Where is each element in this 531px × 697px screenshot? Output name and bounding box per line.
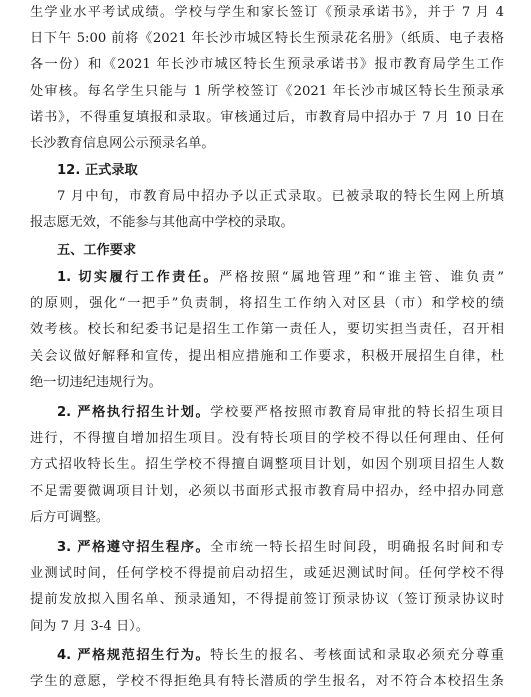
requirement-lead: 2. 严格执行招生计划。 bbox=[57, 405, 211, 420]
text-line bbox=[30, 400, 504, 426]
text-line: 绝一切违纪违规行为。 bbox=[30, 374, 162, 390]
section-heading: 12. 正式录取 bbox=[57, 163, 138, 178]
text-line: 学生的意愿，学校不得拒绝具有特长潜质的学生报名，对不符合本校招生条 bbox=[30, 674, 504, 690]
text-line: 处审核。每名学生只能与 1 所学校签订《2021 年长沙市城区特长生预录承 bbox=[30, 83, 504, 99]
text-line: 报志愿无效，不能参与其他高中学校的录取。 bbox=[30, 215, 294, 231]
requirement-text: 全市统一特长招生时间段，明确报名时间和专 bbox=[210, 540, 504, 555]
text-line: 进行，不得擅自增加招生项目。没有特长项目的学校不得以任何理由、任何 bbox=[30, 431, 504, 447]
text-line bbox=[30, 535, 504, 561]
text-line: 7 月中旬，市教育局中招办予以正式录取。已被录取的特长生网上所填 bbox=[57, 189, 504, 205]
text-line: 诺书》，不得重复填报和录取。审核通过后，市教育局中招办于 7 月 10 日在 bbox=[30, 109, 504, 125]
text-line: 生学业水平考试成绩。学校与学生和家长签订《预录承诺书》，并于 7 月 4 bbox=[30, 5, 504, 20]
requirement-lead: 1. 切实履行工作责任。 bbox=[57, 270, 220, 285]
text-line: 间为 7 月 3-4 日）。 bbox=[30, 618, 149, 634]
requirement-1 bbox=[30, 265, 504, 396]
text-line: 业测试时间，任何学校不得提前启动招生，或延迟测试时间。任何学校不得 bbox=[30, 566, 504, 582]
requirement-3 bbox=[30, 535, 504, 640]
text-line: 关会议做好解释和宣传，提出相应措施和工作要求，积极开展招生自律，杜 bbox=[30, 348, 504, 364]
text-line: 后方可调整。 bbox=[30, 509, 110, 525]
requirement-2 bbox=[30, 400, 504, 531]
section-heading: 五、工作要求 bbox=[57, 243, 137, 258]
requirement-4 bbox=[30, 643, 504, 695]
text-line: 效考核。校长和纪委书记是招生工作第一责任人，要切实担当责任，召开相 bbox=[30, 322, 504, 338]
text-line: 的原则，强化“一把手”负责制，将招生工作纳入对区县（市）和学校的绩 bbox=[30, 296, 504, 312]
text-line: 不足需要微调项目计划，必须以书面形式报市教育局中招办，经中招办同意 bbox=[30, 483, 504, 499]
requirement-lead: 3. 严格遵守招生程序。 bbox=[57, 540, 211, 555]
section-5-work-requirements bbox=[30, 238, 504, 264]
text-line: 日下午 5:00 前将《2021 年长沙市城区特长生预录花名册》（纸质、电子表格 bbox=[30, 31, 504, 47]
text-line: 长沙教育信息网公示预录名单。 bbox=[30, 135, 215, 151]
text-line: 各一份）和《2021 年长沙市城区特长生预录承诺书》报市教育局学生工作 bbox=[30, 57, 504, 73]
requirement-lead: 4. 严格规范招生行为。 bbox=[57, 648, 211, 663]
text-line bbox=[30, 643, 504, 669]
requirement-text: 特长生的报名、考核面试和录取必须充分尊重 bbox=[210, 648, 504, 663]
requirement-text: 严格按照“属地管理”和“谁主管、谁负责” bbox=[219, 270, 504, 285]
text-line: 方式招收特长生。招生学校不得擅自调整项目计划，如因个别项目招生人数 bbox=[30, 457, 504, 473]
text-line bbox=[30, 265, 504, 291]
section-12-formal-admission bbox=[30, 158, 504, 237]
text-line: 提前发放拟入围名单、预录通知，不得提前签订预录协议（签订预录协议时 bbox=[30, 592, 504, 608]
paragraph-registration-continuation bbox=[30, 0, 504, 157]
requirement-text: 学校要严格按照市教育局审批的特长招生项目 bbox=[210, 405, 504, 420]
